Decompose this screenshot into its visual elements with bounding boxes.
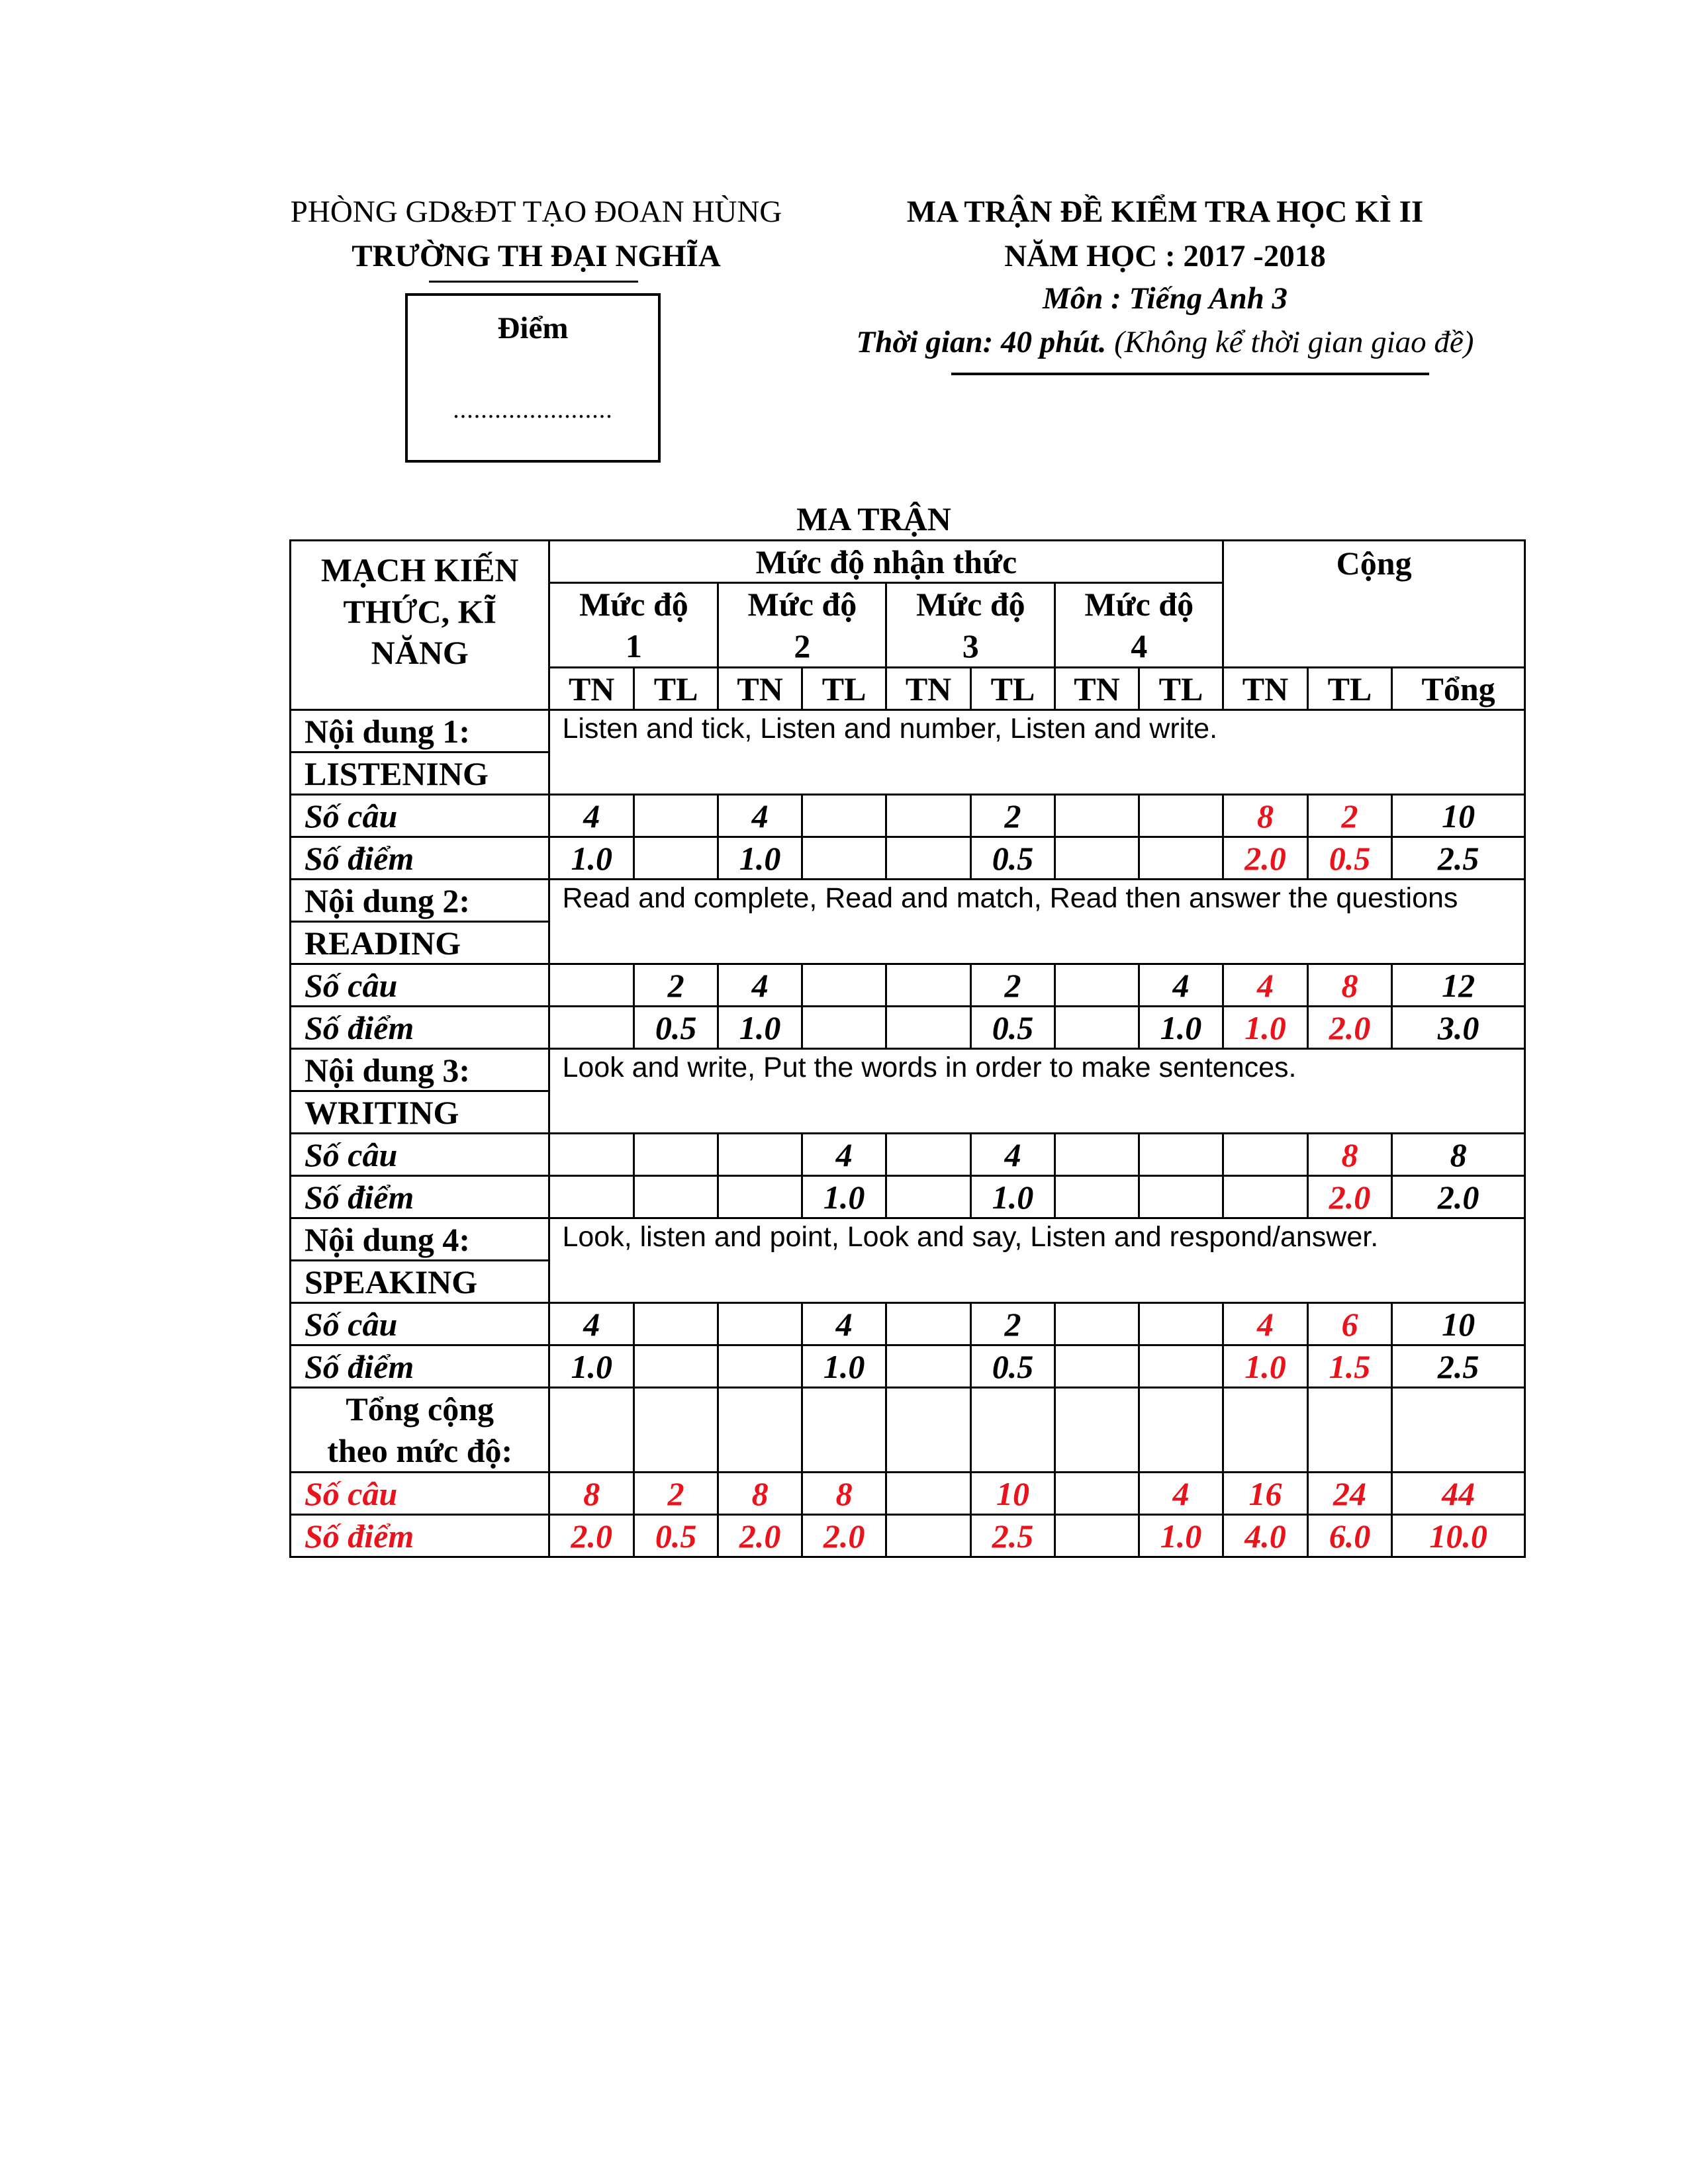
sub-header: TL xyxy=(1307,668,1391,710)
matrix-cell: 1.0 xyxy=(718,1007,802,1049)
row-label: Số câu xyxy=(291,1473,549,1515)
matrix-cell: 4 xyxy=(1223,964,1307,1007)
matrix-cell: 12 xyxy=(1392,964,1525,1007)
row-label: Số câu xyxy=(291,964,549,1007)
office-name: PHÒNG GD&ĐT TẠO ĐOAN HÙNG xyxy=(290,195,782,229)
matrix-cell xyxy=(718,1176,802,1218)
matrix-cell xyxy=(1139,795,1223,837)
empty-cell xyxy=(1055,1388,1139,1473)
document-title: MA TRẬN ĐỀ KIỂM TRA HỌC KÌ II xyxy=(906,195,1424,229)
matrix-cell: 2.5 xyxy=(1392,1345,1525,1388)
row-label: Số câu xyxy=(291,1303,549,1345)
empty-cell xyxy=(1307,1388,1391,1473)
sub-header: TL xyxy=(970,668,1055,710)
matrix-cell xyxy=(886,1134,970,1176)
matrix-cell xyxy=(1139,1176,1223,1218)
matrix-cell: 2.0 xyxy=(1307,1176,1391,1218)
empty-cell xyxy=(1223,1388,1307,1473)
matrix-cell: 1.0 xyxy=(1223,1007,1307,1049)
matrix-cell: 4 xyxy=(802,1134,886,1176)
matrix-cell: 8 xyxy=(1307,1134,1391,1176)
school-name: TRƯỜNG TH ĐẠI NGHĨA xyxy=(352,239,721,273)
score-row xyxy=(291,1345,1525,1388)
matrix-cell: 10.0 xyxy=(1392,1515,1525,1557)
matrix-cell xyxy=(1139,1303,1223,1345)
matrix-cell: 4.0 xyxy=(1223,1515,1307,1557)
matrix-cell xyxy=(633,1176,718,1218)
matrix-cell: 4 xyxy=(549,1303,633,1345)
matrix-cell: 2 xyxy=(970,795,1055,837)
section-description: Look and write, Put the words in order to make sentences. xyxy=(549,1049,1525,1134)
matrix-cell: 1.0 xyxy=(549,1345,633,1388)
matrix-cell: 1.0 xyxy=(1223,1345,1307,1388)
matrix-body xyxy=(291,710,1525,1557)
matrix-cell: 4 xyxy=(1139,964,1223,1007)
matrix-cell: 8 xyxy=(802,1473,886,1515)
count-row xyxy=(291,964,1525,1007)
matrix-cell: 0.5 xyxy=(633,1515,718,1557)
section-description: Listen and tick, Listen and number, Listen and write. xyxy=(549,710,1525,795)
matrix-cell xyxy=(718,1345,802,1388)
section-skill: LISTENING xyxy=(291,752,549,795)
section-title: Nội dung 4: xyxy=(291,1218,549,1261)
matrix-cell xyxy=(802,1007,886,1049)
empty-cell xyxy=(633,1388,718,1473)
matrix-cell xyxy=(886,1515,970,1557)
count-row xyxy=(291,795,1525,837)
section-title-row xyxy=(291,710,1525,752)
matrix-cell: 10 xyxy=(1392,1303,1525,1345)
empty-cell xyxy=(1392,1388,1525,1473)
matrix-cell xyxy=(886,837,970,880)
section-skill: SPEAKING xyxy=(291,1261,549,1303)
section-description: Look, listen and point, Look and say, Listen and respond/answer. xyxy=(549,1218,1525,1303)
matrix-cell xyxy=(802,964,886,1007)
section-skill: WRITING xyxy=(291,1091,549,1134)
sub-header: TL xyxy=(633,668,718,710)
matrix-cell: 4 xyxy=(1223,1303,1307,1345)
matrix-cell: 2 xyxy=(633,964,718,1007)
time-label: Thời gian: 40 phút. xyxy=(856,325,1107,359)
matrix-cell: 6 xyxy=(1307,1303,1391,1345)
matrix-cell: 1.0 xyxy=(1139,1515,1223,1557)
subject: Môn : Tiếng Anh 3 xyxy=(1043,281,1288,316)
matrix-cell xyxy=(886,1176,970,1218)
matrix-cell xyxy=(1223,1134,1307,1176)
empty-cell xyxy=(718,1388,802,1473)
sub-header: TN xyxy=(1223,668,1307,710)
matrix-cell xyxy=(633,1345,718,1388)
section-title: Nội dung 1: xyxy=(291,710,549,752)
matrix-cell: 1.0 xyxy=(802,1176,886,1218)
matrix-cell xyxy=(886,1303,970,1345)
matrix-cell: 2.0 xyxy=(1223,837,1307,880)
matrix-cell xyxy=(549,1007,633,1049)
total-label: Tổng cộng theo mức độ: xyxy=(291,1388,549,1473)
score-row xyxy=(291,837,1525,880)
empty-cell xyxy=(970,1388,1055,1473)
matrix-cell: 8 xyxy=(549,1473,633,1515)
matrix-cell xyxy=(1223,1176,1307,1218)
matrix-cell: 4 xyxy=(1139,1473,1223,1515)
row-label: Số câu xyxy=(291,1134,549,1176)
matrix-cell: 4 xyxy=(802,1303,886,1345)
matrix-cell xyxy=(718,1303,802,1345)
matrix-cell: 3.0 xyxy=(1392,1007,1525,1049)
total-label-row xyxy=(291,1388,1525,1473)
matrix-cell xyxy=(886,795,970,837)
matrix-cell: 4 xyxy=(718,795,802,837)
section-title-row xyxy=(291,880,1525,922)
matrix-cell xyxy=(1055,1007,1139,1049)
matrix-table xyxy=(289,539,1526,1558)
sub-header: TL xyxy=(1139,668,1223,710)
matrix-cell: 2 xyxy=(970,1303,1055,1345)
section-title: Nội dung 2: xyxy=(291,880,549,922)
matrix-title: MA TRẬN xyxy=(796,500,951,537)
matrix-cell: 24 xyxy=(1307,1473,1391,1515)
matrix-cell xyxy=(1139,1345,1223,1388)
matrix-cell: 2 xyxy=(633,1473,718,1515)
section-skill: READING xyxy=(291,922,549,964)
score-dots: ....................... xyxy=(453,396,613,424)
count-row xyxy=(291,1134,1525,1176)
header-level-4: Mức độ 4 xyxy=(1055,583,1223,668)
matrix-cell xyxy=(633,1303,718,1345)
matrix-cell: 1.0 xyxy=(718,837,802,880)
matrix-cell: 1.0 xyxy=(802,1345,886,1388)
matrix-cell: 10 xyxy=(1392,795,1525,837)
sub-header: TN xyxy=(549,668,633,710)
matrix-cell xyxy=(886,1007,970,1049)
matrix-cell: 1.0 xyxy=(1139,1007,1223,1049)
matrix-cell xyxy=(802,795,886,837)
sub-header: TN xyxy=(718,668,802,710)
matrix-cell: 2 xyxy=(1307,795,1391,837)
matrix-cell: 4 xyxy=(970,1134,1055,1176)
matrix-cell: 2.0 xyxy=(1392,1176,1525,1218)
matrix-cell: 2 xyxy=(970,964,1055,1007)
matrix-cell: 2.5 xyxy=(1392,837,1525,880)
matrix-cell: 0.5 xyxy=(633,1007,718,1049)
school-underline xyxy=(429,281,638,283)
row-label: Số điểm xyxy=(291,1176,549,1218)
header-skill: MẠCH KIẾN THỨC, KĨ NĂNG xyxy=(291,541,549,710)
header-level-3: Mức độ 3 xyxy=(886,583,1055,668)
row-label: Số điểm xyxy=(291,1345,549,1388)
matrix-cell xyxy=(633,837,718,880)
matrix-cell: 2.0 xyxy=(549,1515,633,1557)
section-title: Nội dung 3: xyxy=(291,1049,549,1091)
school-year: NĂM HỌC : 2017 -2018 xyxy=(1004,239,1326,273)
score-row xyxy=(291,1007,1525,1049)
section-title-row xyxy=(291,1218,1525,1261)
time-underline xyxy=(951,373,1429,375)
matrix-cell: 0.5 xyxy=(1307,837,1391,880)
matrix-cell: 6.0 xyxy=(1307,1515,1391,1557)
row-label: Số điểm xyxy=(291,837,549,880)
matrix-cell: 4 xyxy=(549,795,633,837)
matrix-cell: 10 xyxy=(970,1473,1055,1515)
row-label: Số điểm xyxy=(291,1515,549,1557)
matrix-cell xyxy=(1055,1345,1139,1388)
empty-cell xyxy=(886,1388,970,1473)
time-note: (Không kể thời gian giao đề) xyxy=(1114,325,1474,359)
matrix-cell xyxy=(886,964,970,1007)
matrix-cell xyxy=(1055,964,1139,1007)
header-level-2: Mức độ 2 xyxy=(718,583,886,668)
matrix-cell xyxy=(1055,837,1139,880)
sub-header: TN xyxy=(1055,668,1139,710)
matrix-cell: 0.5 xyxy=(970,837,1055,880)
matrix-cell xyxy=(1055,1303,1139,1345)
matrix-cell: 1.0 xyxy=(549,837,633,880)
score-row xyxy=(291,1176,1525,1218)
matrix-cell xyxy=(802,837,886,880)
matrix-cell xyxy=(549,964,633,1007)
matrix-cell: 1.5 xyxy=(1307,1345,1391,1388)
matrix-cell xyxy=(549,1176,633,1218)
matrix-cell xyxy=(886,1473,970,1515)
sub-header: TL xyxy=(802,668,886,710)
matrix-cell: 2.5 xyxy=(970,1515,1055,1557)
header-level-group: Mức độ nhận thức xyxy=(549,541,1223,583)
score-box xyxy=(405,293,661,463)
matrix-cell xyxy=(1139,837,1223,880)
matrix-cell: 2.0 xyxy=(1307,1007,1391,1049)
empty-cell xyxy=(549,1388,633,1473)
matrix-cell xyxy=(1055,1176,1139,1218)
matrix-cell xyxy=(1055,1473,1139,1515)
matrix-cell: 0.5 xyxy=(970,1007,1055,1049)
matrix-cell xyxy=(886,1345,970,1388)
matrix-cell xyxy=(549,1134,633,1176)
count-row xyxy=(291,1303,1525,1345)
matrix-cell: 4 xyxy=(718,964,802,1007)
exam-time xyxy=(834,324,1496,360)
matrix-cell xyxy=(633,1134,718,1176)
row-label: Số điểm xyxy=(291,1007,549,1049)
total-count-row xyxy=(291,1473,1525,1515)
sub-header: TN xyxy=(886,668,970,710)
header-total-group: Cộng xyxy=(1223,541,1525,668)
matrix-cell: 0.5 xyxy=(970,1345,1055,1388)
sub-header: Tổng xyxy=(1392,668,1525,710)
matrix-cell xyxy=(718,1134,802,1176)
matrix-cell xyxy=(633,795,718,837)
matrix-cell: 2.0 xyxy=(802,1515,886,1557)
matrix-cell: 8 xyxy=(1223,795,1307,837)
matrix-cell xyxy=(1055,795,1139,837)
matrix-cell xyxy=(1055,1134,1139,1176)
matrix-cell: 1.0 xyxy=(970,1176,1055,1218)
matrix-cell: 44 xyxy=(1392,1473,1525,1515)
matrix-cell: 2.0 xyxy=(718,1515,802,1557)
matrix-cell: 8 xyxy=(1307,964,1391,1007)
matrix-cell: 8 xyxy=(718,1473,802,1515)
empty-cell xyxy=(802,1388,886,1473)
matrix-cell: 16 xyxy=(1223,1473,1307,1515)
total-score-row xyxy=(291,1515,1525,1557)
section-description: Read and complete, Read and match, Read then answer the questions xyxy=(549,880,1525,964)
score-label: Điểm xyxy=(497,311,569,345)
header-level-1: Mức độ 1 xyxy=(549,583,718,668)
matrix-cell: 8 xyxy=(1392,1134,1525,1176)
section-title-row xyxy=(291,1049,1525,1091)
matrix-cell xyxy=(1139,1134,1223,1176)
row-label: Số câu xyxy=(291,795,549,837)
empty-cell xyxy=(1139,1388,1223,1473)
matrix-cell xyxy=(1055,1515,1139,1557)
